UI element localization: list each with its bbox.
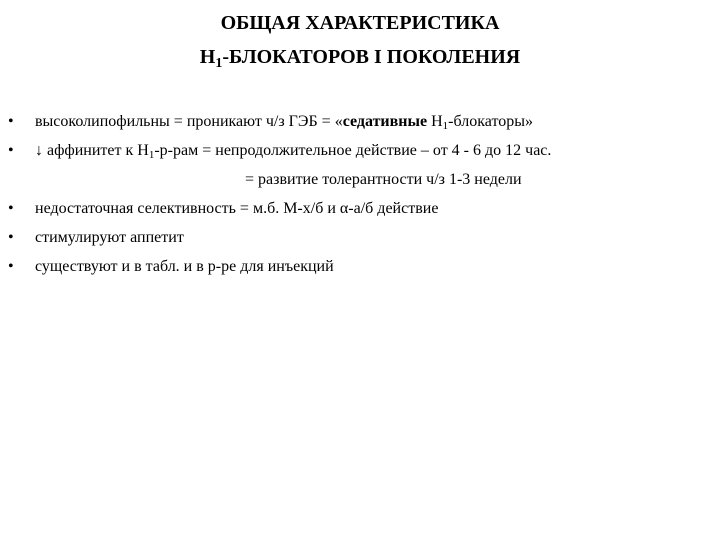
bullet-text-3: недостаточная селективность = м.б. М-х/б и α-а/б действие bbox=[35, 200, 439, 217]
bullet-1-part-2: Н bbox=[427, 113, 443, 130]
list-item bbox=[0, 112, 720, 132]
title-line-2-subscript: 1 bbox=[215, 56, 223, 71]
list-item bbox=[0, 257, 720, 277]
bullet-text-2 bbox=[35, 141, 551, 161]
bullet-text-4: стимулируют аппетит bbox=[35, 229, 184, 246]
bullet-list bbox=[0, 112, 720, 286]
title-line-2-suffix: -БЛОКАТОРОВ I ПОКОЛЕНИЯ bbox=[222, 46, 521, 68]
bullet-icon: • bbox=[8, 200, 14, 217]
title-line-1: ОБЩАЯ ХАРАКТЕРИСТИКА bbox=[220, 12, 500, 34]
bullet-icon: • bbox=[8, 113, 14, 130]
bullet-1-subscript: 1 bbox=[442, 120, 449, 132]
title-line-2-prefix: Н bbox=[199, 46, 216, 68]
list-item-continuation bbox=[0, 170, 720, 190]
bullet-text-5: существуют и в табл. и в р-ре для инъекций bbox=[35, 258, 334, 275]
bullet-2-part-1: ↓ аффинитет к Н bbox=[35, 142, 149, 159]
bullet-icon: • bbox=[8, 229, 14, 246]
list-item bbox=[0, 228, 720, 248]
bullet-icon: • bbox=[8, 142, 14, 159]
bullet-2-part-2: -р-рам = непродолжительное действие – от 4 - 6 до 12 час. bbox=[154, 142, 552, 159]
slide-title bbox=[0, 10, 720, 78]
bullet-2-subscript: 1 bbox=[148, 149, 155, 161]
bullet-1-bold: седативные bbox=[342, 113, 428, 130]
list-item bbox=[0, 141, 720, 161]
bullet-1-part-1: высоколипофильны = проникают ч/з ГЭБ = « bbox=[35, 113, 343, 130]
bullet-icon: • bbox=[8, 258, 14, 275]
list-item bbox=[0, 199, 720, 219]
bullet-1-part-3: -блокаторы» bbox=[448, 113, 533, 130]
bullet-2-continuation: = развитие толерантности ч/з 1-3 недели bbox=[245, 171, 522, 188]
bullet-text-1 bbox=[35, 112, 533, 132]
title-line-2 bbox=[0, 44, 720, 70]
